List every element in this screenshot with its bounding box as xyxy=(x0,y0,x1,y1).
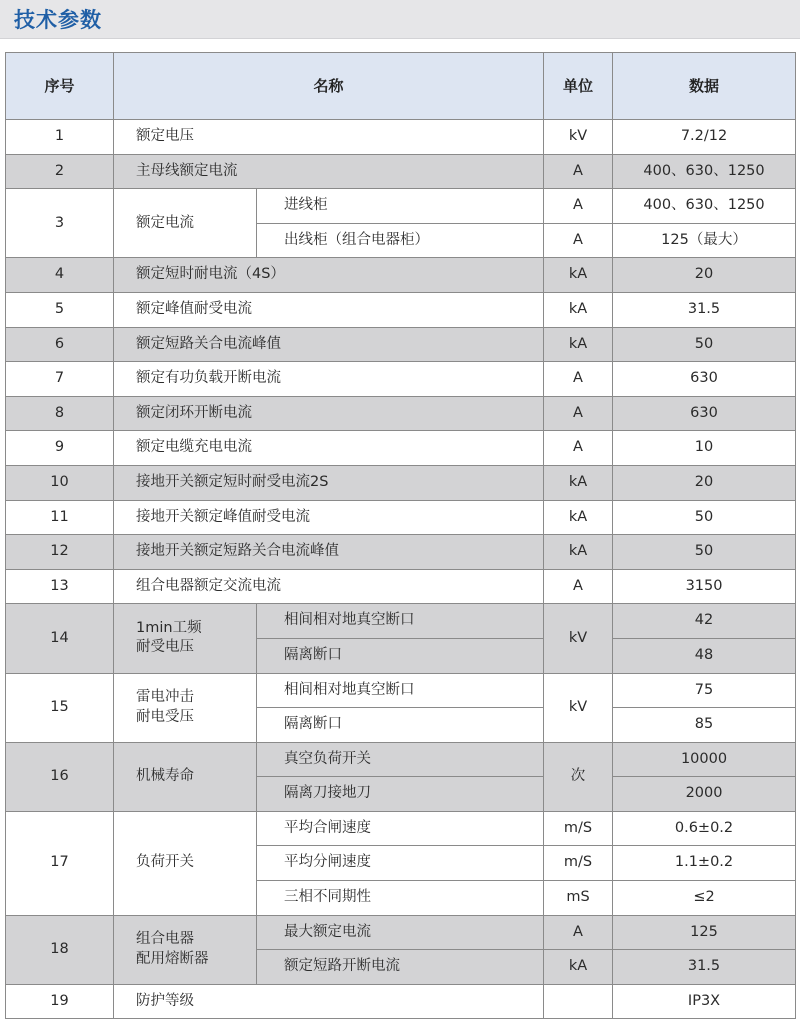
row-subname: 平均合闸速度 xyxy=(257,811,544,846)
row-name: 接地开关额定短路关合电流峰值 xyxy=(114,535,544,570)
row-unit: m/S xyxy=(544,811,613,846)
row-no: 18 xyxy=(6,915,114,984)
col-header-unit: 单位 xyxy=(544,53,613,120)
row-name-line1: 1min工频 xyxy=(136,619,202,636)
table-row xyxy=(6,984,796,1019)
row-subname: 隔离刀接地刀 xyxy=(257,777,544,812)
row-name: 接地开关额定峰值耐受电流 xyxy=(114,500,544,535)
table-row xyxy=(6,396,796,431)
row-value: 10000 xyxy=(613,742,796,777)
row-value: 0.6±0.2 xyxy=(613,811,796,846)
row-no: 1 xyxy=(6,120,114,155)
row-unit: kV xyxy=(544,120,613,155)
row-subname: 额定短路开断电流 xyxy=(257,950,544,985)
row-value: 1.1±0.2 xyxy=(613,846,796,881)
row-value: 7.2/12 xyxy=(613,120,796,155)
table-row xyxy=(6,431,796,466)
col-header-value: 数据 xyxy=(613,53,796,120)
row-name: 额定短路关合电流峰值 xyxy=(114,327,544,362)
row-no: 19 xyxy=(6,984,114,1019)
row-name: 额定有功负载开断电流 xyxy=(114,362,544,397)
table-row xyxy=(6,569,796,604)
row-subname: 出线柜（组合电器柜） xyxy=(257,223,544,258)
row-value: 50 xyxy=(613,500,796,535)
row-subname: 相间相对地真空断口 xyxy=(257,604,544,639)
table-row xyxy=(6,742,796,777)
row-name: 机械寿命 xyxy=(114,742,257,811)
row-subname: 三相不同期性 xyxy=(257,881,544,916)
row-name xyxy=(114,673,257,742)
row-value: 48 xyxy=(613,638,796,673)
row-unit: A xyxy=(544,154,613,189)
table-row xyxy=(6,604,796,639)
row-subname: 相间相对地真空断口 xyxy=(257,673,544,708)
header-row xyxy=(6,53,796,120)
row-no: 9 xyxy=(6,431,114,466)
row-name-line2: 配用熔断器 xyxy=(136,950,209,967)
row-value: 31.5 xyxy=(613,292,796,327)
row-value: 50 xyxy=(613,327,796,362)
row-name xyxy=(114,915,257,984)
row-value: 630 xyxy=(613,362,796,397)
row-no: 4 xyxy=(6,258,114,293)
row-name-line1: 组合电器 xyxy=(136,931,194,948)
table-row xyxy=(6,189,796,224)
table-row xyxy=(6,535,796,570)
row-unit: kA xyxy=(544,258,613,293)
section-title: 技术参数 xyxy=(14,8,102,32)
row-value: IP3X xyxy=(613,984,796,1019)
row-name: 额定短时耐电流（4S） xyxy=(114,258,544,293)
row-subname: 最大额定电流 xyxy=(257,915,544,950)
row-no: 7 xyxy=(6,362,114,397)
row-value: 20 xyxy=(613,465,796,500)
row-subname: 隔离断口 xyxy=(257,708,544,743)
col-header-name: 名称 xyxy=(114,53,544,120)
row-no: 12 xyxy=(6,535,114,570)
row-value: 125（最大） xyxy=(613,223,796,258)
row-name: 额定峰值耐受电流 xyxy=(114,292,544,327)
table-row xyxy=(6,120,796,155)
row-value: 2000 xyxy=(613,777,796,812)
table-row xyxy=(6,327,796,362)
row-unit: kA xyxy=(544,465,613,500)
row-no: 14 xyxy=(6,604,114,673)
table-row xyxy=(6,465,796,500)
row-value: 400、630、1250 xyxy=(613,189,796,224)
row-unit: 次 xyxy=(544,742,613,811)
row-name xyxy=(114,604,257,673)
table-row xyxy=(6,292,796,327)
row-unit: kA xyxy=(544,950,613,985)
row-subname: 进线柜 xyxy=(257,189,544,224)
row-subname: 真空负荷开关 xyxy=(257,742,544,777)
row-no: 16 xyxy=(6,742,114,811)
row-unit: kV xyxy=(544,673,613,742)
row-name: 负荷开关 xyxy=(114,811,257,915)
row-name: 防护等级 xyxy=(114,984,544,1019)
row-name: 额定电流 xyxy=(114,189,257,258)
row-value: 50 xyxy=(613,535,796,570)
row-value: 75 xyxy=(613,673,796,708)
row-no: 8 xyxy=(6,396,114,431)
row-unit: A xyxy=(544,223,613,258)
row-value: 31.5 xyxy=(613,950,796,985)
table-row xyxy=(6,673,796,708)
row-unit: mS xyxy=(544,881,613,916)
table-row xyxy=(6,258,796,293)
spec-table xyxy=(5,52,796,1019)
row-no: 6 xyxy=(6,327,114,362)
row-unit: A xyxy=(544,915,613,950)
row-subname: 隔离断口 xyxy=(257,638,544,673)
row-no: 13 xyxy=(6,569,114,604)
table-row xyxy=(6,154,796,189)
table-row xyxy=(6,362,796,397)
row-unit: A xyxy=(544,362,613,397)
row-unit: kA xyxy=(544,327,613,362)
col-header-no: 序号 xyxy=(6,53,114,120)
row-unit: kA xyxy=(544,292,613,327)
row-no: 2 xyxy=(6,154,114,189)
row-unit: m/S xyxy=(544,846,613,881)
row-unit: kA xyxy=(544,535,613,570)
row-name: 接地开关额定短时耐受电流2S xyxy=(114,465,544,500)
row-value: 3150 xyxy=(613,569,796,604)
row-value: 42 xyxy=(613,604,796,639)
row-no: 3 xyxy=(6,189,114,258)
row-no: 11 xyxy=(6,500,114,535)
row-name: 额定闭环开断电流 xyxy=(114,396,544,431)
row-value: 85 xyxy=(613,708,796,743)
row-no: 15 xyxy=(6,673,114,742)
row-unit: kV xyxy=(544,604,613,673)
row-unit: A xyxy=(544,189,613,224)
row-value: ≤2 xyxy=(613,881,796,916)
section-header xyxy=(0,0,800,39)
row-name: 组合电器额定交流电流 xyxy=(114,569,544,604)
row-no: 17 xyxy=(6,811,114,915)
row-name-line1: 雷电冲击 xyxy=(136,689,194,706)
table-row xyxy=(6,915,796,950)
row-value: 20 xyxy=(613,258,796,293)
row-unit: A xyxy=(544,396,613,431)
row-unit: A xyxy=(544,431,613,466)
row-unit xyxy=(544,984,613,1019)
row-value: 125 xyxy=(613,915,796,950)
row-name: 额定电缆充电电流 xyxy=(114,431,544,466)
row-unit: A xyxy=(544,569,613,604)
row-name-line2: 耐电受压 xyxy=(136,708,194,725)
row-subname: 平均分闸速度 xyxy=(257,846,544,881)
row-value: 630 xyxy=(613,396,796,431)
row-name-line2: 耐受电压 xyxy=(136,639,194,656)
table-row xyxy=(6,811,796,846)
row-unit: kA xyxy=(544,500,613,535)
row-name: 主母线额定电流 xyxy=(114,154,544,189)
row-no: 5 xyxy=(6,292,114,327)
table-row xyxy=(6,500,796,535)
row-value: 10 xyxy=(613,431,796,466)
row-value: 400、630、1250 xyxy=(613,154,796,189)
row-no: 10 xyxy=(6,465,114,500)
row-name: 额定电压 xyxy=(114,120,544,155)
